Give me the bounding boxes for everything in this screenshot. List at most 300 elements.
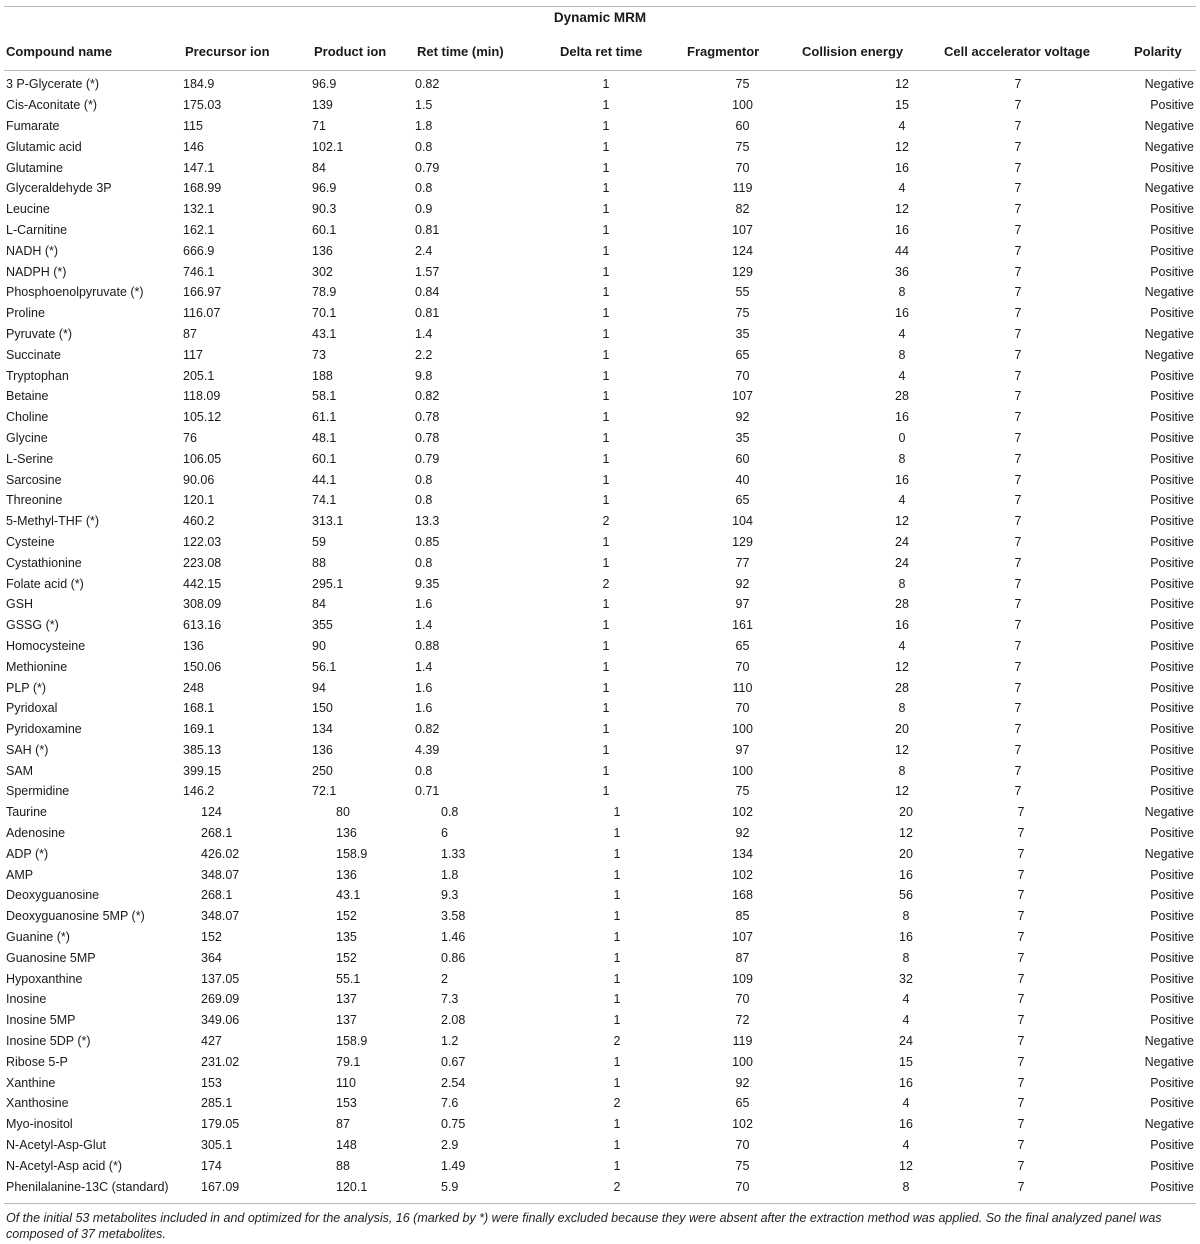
cell-product-ion: 136 (312, 243, 333, 258)
cell-delta-ret-time: 1 (602, 285, 610, 300)
cell-cell-accelerator-voltage: 7 (1017, 1179, 1025, 1194)
cell-polarity: Negative (1144, 285, 1194, 300)
cell-ret-time: 1.5 (415, 98, 433, 113)
cell-fragmentor: 87 (735, 950, 750, 965)
cell-collision-energy: 8 (902, 1179, 910, 1194)
table-title: Dynamic MRM (553, 10, 647, 25)
cell-product-ion: 56.1 (312, 659, 337, 674)
table-row (4, 677, 1196, 698)
cell-ret-time: 2.2 (415, 347, 433, 362)
cell-product-ion: 88 (336, 1158, 350, 1173)
cell-ret-time: 0.8 (415, 763, 433, 778)
cell-polarity: Positive (1150, 160, 1194, 175)
table-row (4, 802, 1196, 823)
cell-cell-accelerator-voltage: 7 (1014, 118, 1022, 133)
cell-compound-name: Glutamic acid (6, 139, 82, 154)
cell-precursor-ion: 174 (201, 1158, 222, 1173)
cell-compound-name: 5-Methyl-THF (*) (6, 514, 100, 529)
cell-ret-time: 0.81 (415, 222, 440, 237)
cell-collision-energy: 16 (895, 306, 909, 321)
table-row (4, 1031, 1196, 1052)
cell-ret-time: 0.8 (415, 472, 433, 487)
cell-polarity: Positive (1150, 306, 1194, 321)
cell-polarity: Positive (1150, 659, 1194, 674)
cell-polarity: Positive (1150, 410, 1194, 425)
cell-product-ion: 87 (336, 1117, 350, 1132)
cell-polarity: Positive (1150, 264, 1194, 279)
cell-cell-accelerator-voltage: 7 (1017, 867, 1025, 882)
cell-product-ion: 136 (312, 742, 333, 757)
cell-cell-accelerator-voltage: 7 (1014, 285, 1022, 300)
cell-compound-name: Guanosine 5MP (6, 950, 96, 965)
table-row (4, 1051, 1196, 1072)
cell-product-ion: 60.1 (312, 222, 337, 237)
cell-delta-ret-time: 1 (602, 618, 610, 633)
cell-compound-name: PLP (*) (6, 680, 47, 695)
cell-cell-accelerator-voltage: 7 (1014, 680, 1022, 695)
cell-precursor-ion: 137.05 (201, 971, 240, 986)
table-row (4, 74, 1196, 95)
cell-delta-ret-time: 1 (613, 909, 621, 924)
cell-ret-time: 7.6 (441, 1096, 459, 1111)
cell-compound-name: Choline (6, 410, 49, 425)
cell-collision-energy: 20 (899, 846, 913, 861)
header-compound-name: Compound name (6, 44, 113, 59)
cell-fragmentor: 75 (735, 77, 750, 92)
table-row (4, 615, 1196, 636)
table-row (4, 1072, 1196, 1093)
cell-delta-ret-time: 1 (602, 451, 610, 466)
table-row (4, 843, 1196, 864)
cell-polarity: Positive (1150, 597, 1194, 612)
cell-cell-accelerator-voltage: 7 (1014, 472, 1022, 487)
table-row (4, 968, 1196, 989)
cell-cell-accelerator-voltage: 7 (1017, 992, 1025, 1007)
cell-precursor-ion: 90.06 (183, 472, 215, 487)
table-row (4, 365, 1196, 386)
cell-collision-energy: 12 (895, 742, 909, 757)
cell-fragmentor: 97 (735, 597, 750, 612)
cell-cell-accelerator-voltage: 7 (1017, 1075, 1025, 1090)
cell-fragmentor: 70 (735, 368, 750, 383)
cell-collision-energy: 8 (902, 909, 910, 924)
cell-ret-time: 1.8 (441, 867, 459, 882)
cell-polarity: Positive (1150, 514, 1194, 529)
cell-precursor-ion: 746.1 (183, 264, 215, 279)
cell-cell-accelerator-voltage: 7 (1014, 202, 1022, 217)
cell-polarity: Positive (1150, 950, 1194, 965)
cell-ret-time: 1.57 (415, 264, 440, 279)
cell-polarity: Positive (1150, 472, 1194, 487)
cell-fragmentor: 40 (735, 472, 750, 487)
cell-delta-ret-time: 1 (613, 1075, 621, 1090)
cell-ret-time: 0.8 (415, 181, 433, 196)
cell-ret-time: 2.54 (441, 1075, 466, 1090)
cell-fragmentor: 35 (735, 430, 750, 445)
cell-polarity: Negative (1144, 1034, 1194, 1049)
cell-compound-name: Xanthosine (6, 1096, 69, 1111)
cell-compound-name: Taurine (6, 805, 47, 820)
cell-cell-accelerator-voltage: 7 (1017, 1013, 1025, 1028)
cell-polarity: Negative (1144, 1054, 1194, 1069)
cell-precursor-ion: 205.1 (183, 368, 215, 383)
cell-precursor-ion: 122.03 (183, 534, 222, 549)
cell-product-ion: 158.9 (336, 846, 368, 861)
header-delta-ret-time: Delta ret time (560, 44, 643, 59)
cell-fragmentor: 102 (732, 805, 753, 820)
cell-product-ion: 136 (336, 867, 357, 882)
table-row (4, 428, 1196, 449)
cell-fragmentor: 92 (735, 1075, 750, 1090)
cell-product-ion: 188 (312, 368, 333, 383)
table-row (4, 656, 1196, 677)
cell-delta-ret-time: 1 (613, 992, 621, 1007)
cell-collision-energy: 4 (898, 118, 906, 133)
cell-polarity: Positive (1150, 430, 1194, 445)
cell-compound-name: SAH (*) (6, 742, 49, 757)
cell-cell-accelerator-voltage: 7 (1017, 909, 1025, 924)
cell-product-ion: 102.1 (312, 139, 344, 154)
top-rule (4, 6, 1196, 7)
table-row (4, 1010, 1196, 1031)
cell-fragmentor: 75 (735, 306, 750, 321)
cell-polarity: Positive (1150, 451, 1194, 466)
cell-fragmentor: 109 (732, 971, 753, 986)
header-precursor-ion: Precursor ion (185, 44, 270, 59)
cell-delta-ret-time: 1 (602, 680, 610, 695)
header-rule (4, 70, 1196, 71)
cell-compound-name: SAM (6, 763, 34, 778)
cell-collision-energy: 4 (898, 493, 906, 508)
cell-collision-energy: 32 (899, 971, 913, 986)
table-row (4, 698, 1196, 719)
cell-fragmentor: 75 (735, 784, 750, 799)
header-cell-accelerator-voltage: Cell accelerator voltage (944, 44, 1090, 59)
table-row (4, 636, 1196, 657)
cell-cell-accelerator-voltage: 7 (1014, 534, 1022, 549)
cell-ret-time: 1.2 (441, 1034, 459, 1049)
cell-product-ion: 137 (336, 992, 357, 1007)
cell-delta-ret-time: 1 (613, 1117, 621, 1132)
cell-precursor-ion: 153 (201, 1075, 222, 1090)
cell-compound-name: Pyridoxamine (6, 722, 82, 737)
cell-product-ion: 148 (336, 1138, 357, 1153)
cell-collision-energy: 16 (899, 1075, 913, 1090)
cell-fragmentor: 70 (735, 701, 750, 716)
cell-precursor-ion: 162.1 (183, 222, 215, 237)
cell-polarity: Positive (1150, 909, 1194, 924)
cell-precursor-ion: 150.06 (183, 659, 222, 674)
table-row (4, 532, 1196, 553)
cell-collision-energy: 44 (895, 243, 909, 258)
cell-precursor-ion: 269.09 (201, 992, 240, 1007)
cell-fragmentor: 119 (732, 181, 753, 196)
cell-compound-name: Spermidine (6, 784, 70, 799)
cell-product-ion: 250 (312, 763, 333, 778)
cell-precursor-ion: 147.1 (183, 160, 215, 175)
cell-collision-energy: 28 (895, 597, 909, 612)
cell-polarity: Negative (1144, 347, 1194, 362)
cell-cell-accelerator-voltage: 7 (1014, 555, 1022, 570)
table-row (4, 1114, 1196, 1135)
cell-delta-ret-time: 1 (613, 805, 621, 820)
cell-delta-ret-time: 1 (613, 846, 621, 861)
cell-collision-energy: 4 (898, 326, 906, 341)
cell-delta-ret-time: 1 (602, 347, 610, 362)
cell-precursor-ion: 105.12 (183, 410, 222, 425)
table-row (4, 282, 1196, 303)
cell-ret-time: 9.8 (415, 368, 433, 383)
cell-collision-energy: 4 (902, 1096, 910, 1111)
cell-compound-name: N-Acetyl-Asp acid (*) (6, 1158, 122, 1173)
cell-collision-energy: 12 (895, 139, 909, 154)
cell-fragmentor: 60 (735, 451, 750, 466)
cell-compound-name: Fumarate (6, 118, 60, 133)
cell-ret-time: 1.4 (415, 659, 433, 674)
cell-collision-energy: 16 (899, 930, 913, 945)
cell-polarity: Positive (1150, 576, 1194, 591)
cell-compound-name: Guanine (*) (6, 930, 70, 945)
cell-precursor-ion: 460.2 (183, 514, 215, 529)
cell-fragmentor: 70 (735, 659, 750, 674)
cell-ret-time: 3.58 (441, 909, 466, 924)
table-row (4, 760, 1196, 781)
cell-product-ion: 48.1 (312, 430, 337, 445)
table-row (4, 95, 1196, 116)
cell-compound-name: Deoxyguanosine (6, 888, 100, 903)
cell-precursor-ion: 399.15 (183, 763, 222, 778)
cell-polarity: Positive (1150, 493, 1194, 508)
cell-compound-name: Hypoxanthine (6, 971, 83, 986)
cell-fragmentor: 70 (735, 160, 750, 175)
cell-fragmentor: 65 (735, 1096, 750, 1111)
cell-polarity: Positive (1150, 98, 1194, 113)
table-body (4, 74, 1196, 1197)
cell-collision-energy: 15 (895, 98, 909, 113)
cell-fragmentor: 161 (732, 618, 753, 633)
cell-precursor-ion: 175.03 (183, 98, 222, 113)
table-row (4, 469, 1196, 490)
cell-delta-ret-time: 1 (613, 826, 621, 841)
cell-collision-energy: 20 (895, 722, 909, 737)
cell-collision-energy: 16 (895, 160, 909, 175)
cell-collision-energy: 20 (899, 805, 913, 820)
cell-compound-name: NADPH (*) (6, 264, 67, 279)
cell-delta-ret-time: 1 (613, 950, 621, 965)
cell-polarity: Positive (1150, 222, 1194, 237)
cell-fragmentor: 107 (732, 389, 753, 404)
cell-collision-energy: 8 (898, 576, 906, 591)
cell-collision-energy: 24 (895, 534, 909, 549)
cell-ret-time: 1.4 (415, 618, 433, 633)
cell-compound-name: Pyruvate (*) (6, 326, 72, 341)
cell-cell-accelerator-voltage: 7 (1014, 659, 1022, 674)
cell-precursor-ion: 442.15 (183, 576, 222, 591)
cell-product-ion: 80 (336, 805, 350, 820)
cell-cell-accelerator-voltage: 7 (1014, 701, 1022, 716)
cell-polarity: Positive (1150, 784, 1194, 799)
cell-compound-name: NADH (*) (6, 243, 59, 258)
cell-cell-accelerator-voltage: 7 (1014, 784, 1022, 799)
cell-ret-time: 1.4 (415, 326, 433, 341)
cell-polarity: Positive (1150, 1096, 1194, 1111)
cell-precursor-ion: 167.09 (201, 1179, 240, 1194)
cell-collision-energy: 8 (898, 701, 906, 716)
cell-precursor-ion: 223.08 (183, 555, 222, 570)
cell-delta-ret-time: 1 (602, 139, 610, 154)
cell-precursor-ion: 136 (183, 638, 204, 653)
cell-compound-name: Threonine (6, 493, 63, 508)
table-row (4, 220, 1196, 241)
cell-polarity: Positive (1150, 1179, 1194, 1194)
cell-product-ion: 152 (336, 950, 357, 965)
cell-delta-ret-time: 1 (602, 98, 610, 113)
cell-fragmentor: 97 (735, 742, 750, 757)
cell-delta-ret-time: 1 (602, 638, 610, 653)
cell-compound-name: Phosphoenolpyruvate (*) (6, 285, 144, 300)
table-row (4, 344, 1196, 365)
cell-fragmentor: 35 (735, 326, 750, 341)
cell-delta-ret-time: 1 (602, 701, 610, 716)
cell-collision-energy: 16 (899, 867, 913, 882)
cell-polarity: Positive (1150, 680, 1194, 695)
cell-fragmentor: 107 (732, 930, 753, 945)
table-row (4, 719, 1196, 740)
cell-delta-ret-time: 1 (602, 222, 610, 237)
cell-compound-name: Folate acid (*) (6, 576, 84, 591)
cell-collision-energy: 16 (895, 472, 909, 487)
cell-ret-time: 0.85 (415, 534, 440, 549)
cell-precursor-ion: 305.1 (201, 1138, 233, 1153)
cell-fragmentor: 65 (735, 347, 750, 362)
cell-precursor-ion: 117 (183, 347, 203, 362)
cell-precursor-ion: 168.99 (183, 181, 222, 196)
cell-ret-time: 0.88 (415, 638, 440, 653)
cell-delta-ret-time: 1 (602, 472, 610, 487)
table-row (4, 178, 1196, 199)
cell-ret-time: 2.08 (441, 1013, 466, 1028)
cell-compound-name: ADP (*) (6, 846, 49, 861)
table-row (4, 448, 1196, 469)
cell-collision-energy: 8 (898, 451, 906, 466)
cell-collision-energy: 24 (895, 555, 909, 570)
table-row (4, 927, 1196, 948)
cell-ret-time: 0.79 (415, 451, 440, 466)
cell-ret-time: 9.3 (441, 888, 459, 903)
table-row (4, 386, 1196, 407)
cell-cell-accelerator-voltage: 7 (1014, 638, 1022, 653)
cell-compound-name: Inosine 5MP (6, 1013, 76, 1028)
cell-collision-energy: 12 (895, 77, 909, 92)
cell-precursor-ion: 666.9 (183, 243, 215, 258)
cell-product-ion: 61.1 (312, 410, 337, 425)
cell-polarity: Positive (1150, 826, 1194, 841)
cell-compound-name: Inosine (6, 992, 47, 1007)
cell-fragmentor: 65 (735, 638, 750, 653)
cell-ret-time: 1.49 (441, 1158, 466, 1173)
cell-compound-name: Deoxyguanosine 5MP (*) (6, 909, 145, 924)
cell-ret-time: 0.8 (415, 493, 433, 508)
cell-cell-accelerator-voltage: 7 (1014, 430, 1022, 445)
cell-delta-ret-time: 1 (602, 243, 610, 258)
cell-product-ion: 150 (312, 701, 333, 716)
cell-cell-accelerator-voltage: 7 (1017, 1034, 1025, 1049)
cell-cell-accelerator-voltage: 7 (1014, 326, 1022, 341)
cell-precursor-ion: 348.07 (201, 867, 240, 882)
cell-product-ion: 153 (336, 1096, 357, 1111)
cell-ret-time: 0.8 (441, 805, 459, 820)
cell-ret-time: 0.79 (415, 160, 440, 175)
table-row (4, 947, 1196, 968)
header-product-ion: Product ion (314, 44, 387, 59)
cell-delta-ret-time: 1 (613, 1013, 621, 1028)
cell-cell-accelerator-voltage: 7 (1017, 888, 1025, 903)
cell-delta-ret-time: 1 (602, 555, 610, 570)
cell-polarity: Positive (1150, 888, 1194, 903)
cell-precursor-ion: 285.1 (201, 1096, 233, 1111)
cell-compound-name: Cis-Aconitate (*) (6, 98, 97, 113)
table-row (4, 157, 1196, 178)
cell-ret-time: 1.6 (415, 680, 433, 695)
cell-fragmentor: 168 (732, 888, 753, 903)
cell-ret-time: 2.4 (415, 243, 433, 258)
header-collision-energy: Collision energy (802, 44, 904, 59)
cell-precursor-ion: 427 (201, 1034, 222, 1049)
cell-precursor-ion: 364 (201, 950, 222, 965)
cell-ret-time: 0.81 (415, 306, 440, 321)
cell-delta-ret-time: 1 (602, 597, 610, 612)
cell-polarity: Positive (1150, 534, 1194, 549)
cell-precursor-ion: 166.97 (183, 285, 222, 300)
cell-cell-accelerator-voltage: 7 (1017, 805, 1025, 820)
cell-delta-ret-time: 1 (602, 389, 610, 404)
cell-collision-energy: 8 (898, 347, 906, 362)
cell-compound-name: Xanthine (6, 1075, 56, 1090)
table-row (4, 573, 1196, 594)
cell-polarity: Positive (1150, 1075, 1194, 1090)
cell-product-ion: 72.1 (312, 784, 337, 799)
cell-ret-time: 0.84 (415, 285, 440, 300)
cell-product-ion: 96.9 (312, 181, 337, 196)
cell-delta-ret-time: 1 (602, 742, 610, 757)
cell-collision-energy: 12 (895, 514, 909, 529)
cell-ret-time: 1.33 (441, 846, 466, 861)
cell-precursor-ion: 116.07 (183, 306, 221, 321)
cell-ret-time: 0.82 (415, 722, 440, 737)
cell-product-ion: 110 (336, 1075, 356, 1090)
cell-polarity: Negative (1144, 1117, 1194, 1132)
cell-polarity: Negative (1144, 118, 1194, 133)
cell-polarity: Negative (1144, 326, 1194, 341)
cell-cell-accelerator-voltage: 7 (1017, 846, 1025, 861)
cell-precursor-ion: 132.1 (183, 202, 215, 217)
table-row (4, 116, 1196, 137)
cell-collision-energy: 12 (899, 826, 913, 841)
cell-product-ion: 158.9 (336, 1034, 368, 1049)
cell-fragmentor: 104 (732, 514, 753, 529)
cell-polarity: Positive (1150, 1158, 1194, 1173)
cell-fragmentor: 82 (735, 202, 750, 217)
cell-product-ion: 355 (312, 618, 333, 633)
cell-cell-accelerator-voltage: 7 (1014, 451, 1022, 466)
table-row (4, 885, 1196, 906)
cell-delta-ret-time: 1 (602, 306, 610, 321)
cell-polarity: Positive (1150, 992, 1194, 1007)
cell-collision-energy: 24 (899, 1034, 913, 1049)
cell-ret-time: 6 (441, 826, 448, 841)
cell-ret-time: 1.6 (415, 597, 433, 612)
cell-product-ion: 302 (312, 264, 333, 279)
